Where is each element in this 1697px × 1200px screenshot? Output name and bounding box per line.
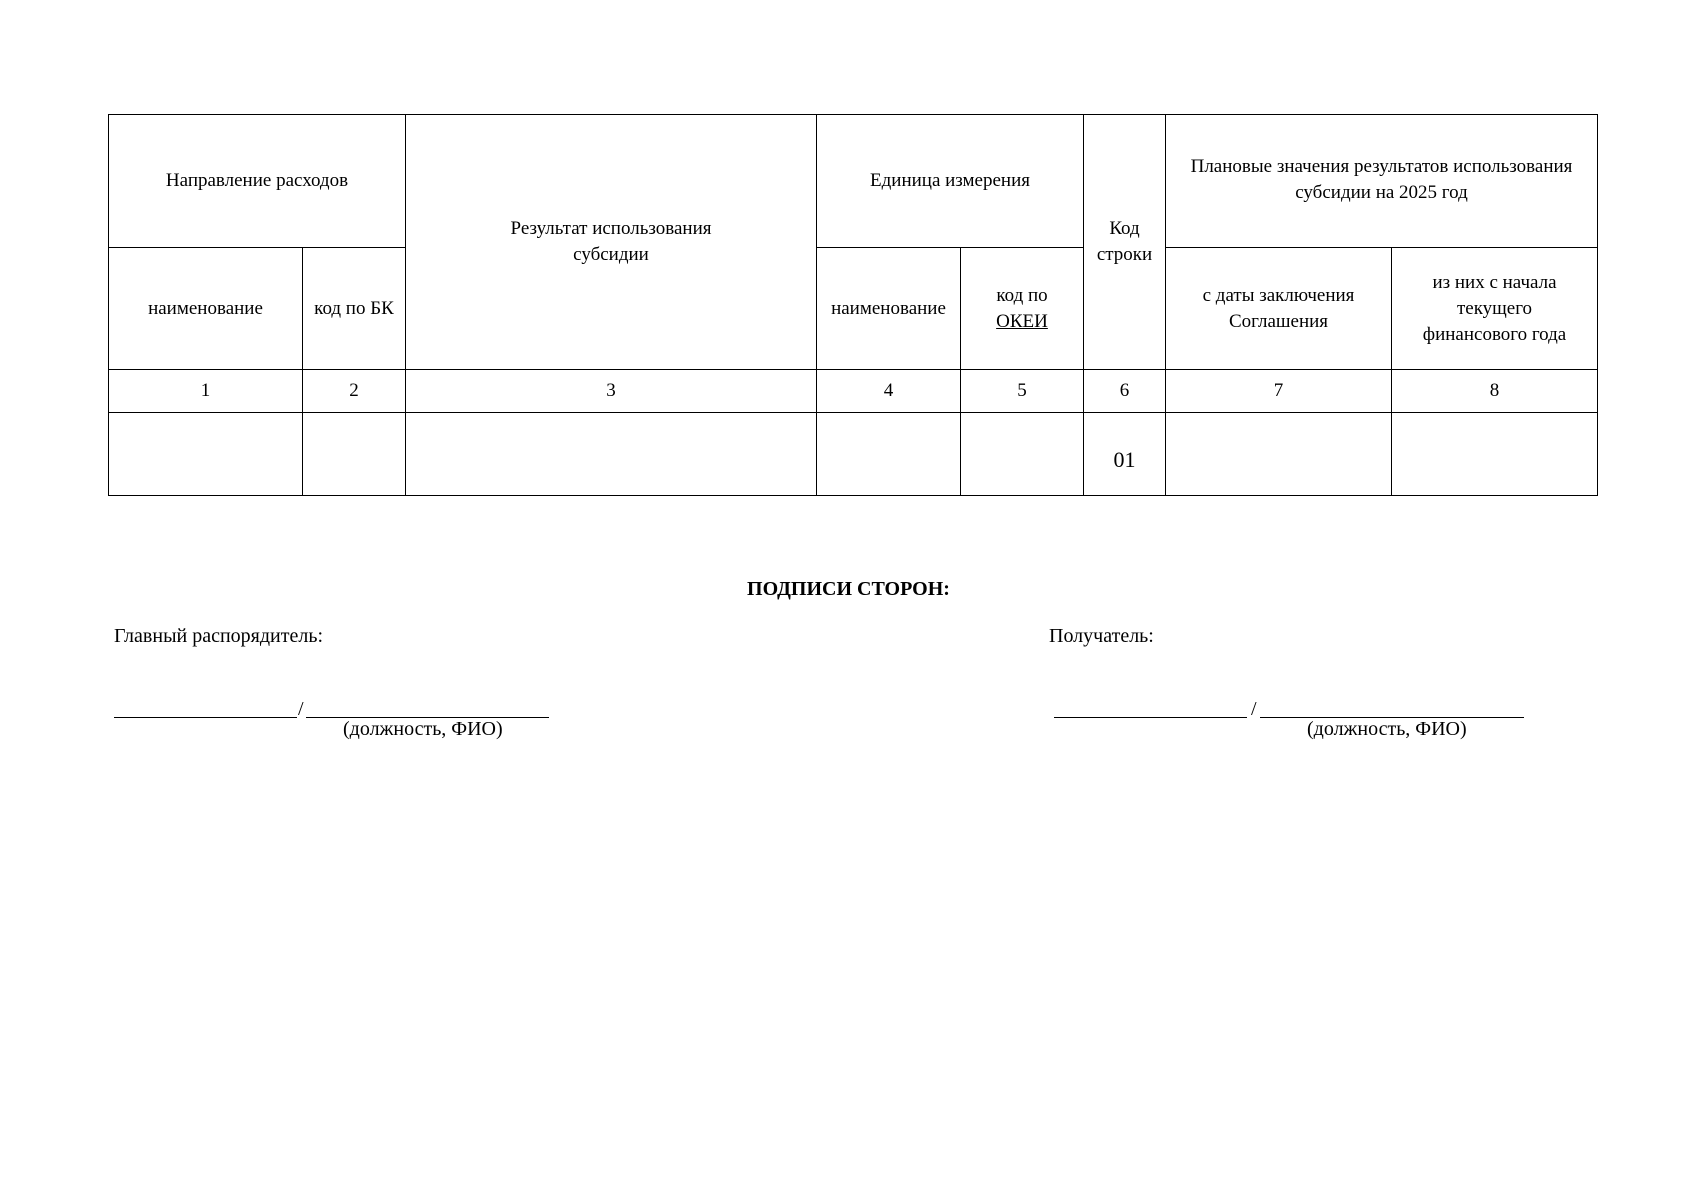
header-from-year-start: [1392, 248, 1598, 370]
header-line-code-text: Код строки: [1096, 218, 1153, 265]
header-expense-direction: Направление расходов: [109, 115, 406, 248]
chief-administrator-caption: (должность, ФИО): [343, 718, 503, 740]
header-unit: Единица измерения: [817, 115, 1084, 248]
cell-result[interactable]: [406, 413, 817, 496]
chief-administrator-signature-line[interactable]: [114, 694, 549, 718]
header-result-text: Результат использования субсидии: [510, 218, 712, 265]
cell-unit-okei-code[interactable]: [961, 413, 1084, 496]
header-unit-name: наименование: [817, 248, 961, 370]
cell-from-agreement-date[interactable]: [1166, 413, 1392, 496]
cell-from-year-start[interactable]: [1392, 413, 1598, 496]
signature-slash: /: [298, 698, 304, 720]
column-number: 6: [1084, 370, 1166, 413]
okei-link[interactable]: ОКЕИ: [996, 310, 1048, 332]
cell-line-code: 01: [1084, 413, 1166, 496]
header-result: [406, 115, 817, 370]
column-number: 7: [1166, 370, 1392, 413]
recipient-signature-line[interactable]: [1054, 694, 1524, 718]
signatures-title: ПОДПИСИ СТОРОН:: [747, 578, 950, 600]
header-unit-okei-code: [961, 248, 1084, 370]
column-number: 1: [109, 370, 303, 413]
column-number: 4: [817, 370, 961, 413]
cell-expense-bk-code[interactable]: [303, 413, 406, 496]
header-planned-values: Плановые значения результатов использования субсидии на 2025 год: [1166, 115, 1598, 248]
recipient-label: Получатель:: [1049, 625, 1154, 647]
chief-administrator-label: Главный распорядитель:: [114, 625, 324, 647]
header-from-agreement-date-text: с даты заключения Соглашения: [1202, 284, 1355, 332]
header-expense-name: наименование: [109, 248, 303, 370]
recipient-caption: (должность, ФИО): [1307, 718, 1467, 740]
results-table: [108, 114, 1598, 496]
header-from-agreement-date: [1166, 248, 1392, 370]
signature-slash: /: [1251, 698, 1257, 720]
header-line-code: [1084, 115, 1166, 370]
header-expense-bk-code: код по БК: [303, 248, 406, 370]
column-number: 2: [303, 370, 406, 413]
cell-expense-name[interactable]: [109, 413, 303, 496]
column-number: 5: [961, 370, 1084, 413]
header-from-year-start-text: из них с начала текущего финансового года: [1422, 271, 1567, 345]
signature-blank[interactable]: [1054, 717, 1247, 718]
cell-unit-name[interactable]: [817, 413, 961, 496]
signature-blank[interactable]: [114, 717, 297, 718]
okei-prefix: код по: [996, 284, 1048, 306]
column-number: 3: [406, 370, 817, 413]
column-number: 8: [1392, 370, 1598, 413]
